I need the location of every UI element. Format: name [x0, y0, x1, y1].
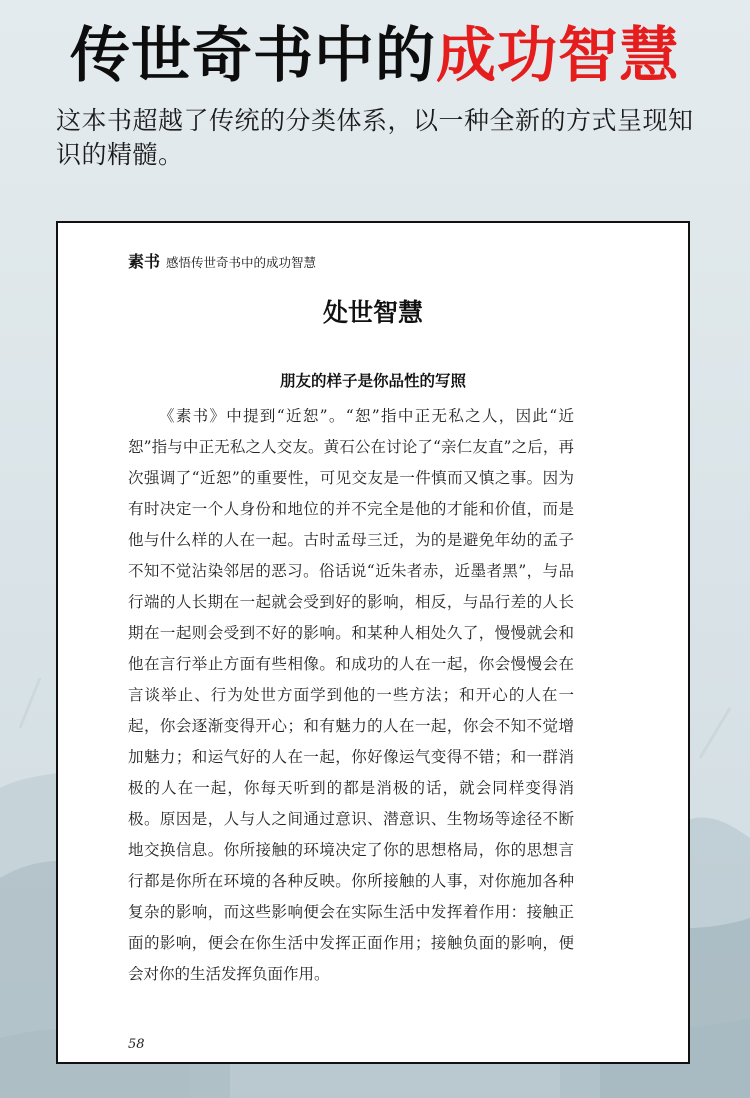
- running-head-book: 素书: [128, 252, 161, 271]
- intro-text: 这本书超越了传统的分类体系，以一种全新的方式呈现知识的精髓。: [56, 106, 694, 169]
- chapter-title: 处世智慧: [322, 298, 423, 327]
- running-head: [128, 249, 316, 272]
- headline-black-text: 传世奇书中的: [70, 21, 436, 91]
- headline: [0, 18, 750, 94]
- section-title: 朋友的样子是你品性的写照: [279, 372, 466, 390]
- body-paragraph: 《素书》中提到“近恕”。“恕”指中正无私之人，因此“近恕”指与中正无私之人交友。黄石公在讨论了“亲仁友直”之后，再次强调了“近恕”的重要性，可见交友是一件慎而又慎之事。因为有时决定一个人身份和地位的并不完全是他的才能和价值，而是他与什么样的人在一起。古时孟母三迁，为的是避免年幼的孟子不知不觉沾染邻居的恶习。俗话说“近朱者赤，近墨者黑”，与品行端的人长期在一起就会受到好的影响，相反，与品行差的人长期在一起则会受到不好的影响。和某种人相处久了，慢慢就会和他在言行举止方面有些相像。和成功的人在一起，你会慢慢会在言谈举止、行为处世方面学到他的一些方法；和开心的人在一起，你会逐渐变得开心；和有魅力的人在一起，你会不知不觉增加魅力；和运气好的人在一起，你好像运气变得不错；和一群消极的人在一起，你每天听到的都是消极的话，就会同样变得消极。原因是，人与人之间通过意识、潜意识、生物场等途径不断地交换信息。你所接触的环境决定了你的思想格局，你的思想言行都是你所在环境的各种反映。你所接触的人事，对你施加各种复杂的影响，而这些影响便会在实际生活中发挥着作用：接触正面的影响，便会在你生活中发挥正面作用；接触负面的影响，便会对你的生活发挥负面作用。: [128, 407, 574, 983]
- page-number: 58: [128, 1037, 145, 1052]
- book-page: [56, 221, 690, 1064]
- running-head-subtitle: 感悟传世奇书中的成功智慧: [166, 255, 317, 270]
- headline-red-text: 成功智慧: [436, 21, 680, 91]
